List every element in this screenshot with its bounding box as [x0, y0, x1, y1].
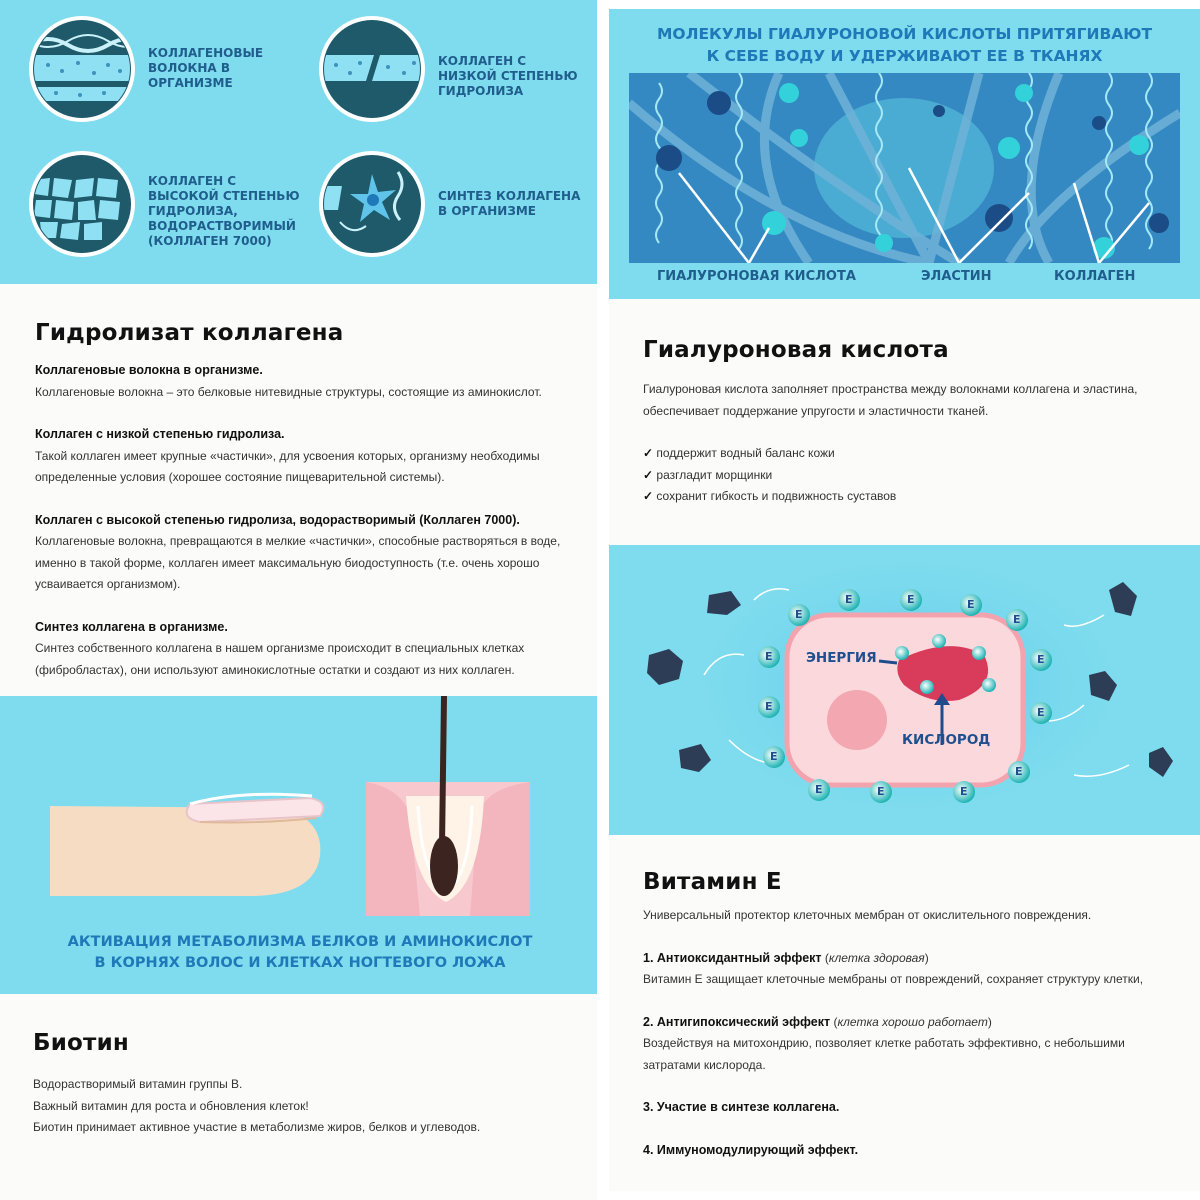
- collagen-s2-head: Коллаген с низкой степенью гидролиза.: [35, 427, 285, 441]
- e-letter: E: [877, 785, 885, 798]
- collagen-s2-body: Такой коллаген имеет крупные «частички», для усвоения которых, организму необходимы определенные условия (хорошее состояние пищеварительной системы).: [35, 448, 540, 484]
- hyaluron-body: Гиалуроновая кислота заполняет пространства между волокнами коллагена и эластина, обеспечивает поддержание упругости и эластичности тканей.: [643, 382, 1138, 418]
- label-elastin: ЭЛАСТИН: [921, 269, 992, 284]
- vitamin-p1-head: 1. Антиоксидантный эффект: [643, 950, 822, 965]
- label-collagen: КОЛЛАГЕН: [1054, 269, 1136, 284]
- hyaluron-text-section: [609, 299, 1200, 545]
- biotin-title: Биотин: [33, 1030, 129, 1056]
- vitamin-p4-head: 4. Иммуномодулирующий эффект.: [643, 1142, 859, 1157]
- vitamin-p1-body: Витамин Е защищает клеточные мембраны от повреждений, сохраняет структуру клетки,: [643, 972, 1144, 986]
- collagen-s4-head: Синтез коллагена в организме.: [35, 619, 228, 634]
- collagen-illustration-panel: [0, 0, 597, 284]
- e-letter: E: [1013, 613, 1021, 626]
- e-letter: E: [1037, 706, 1045, 719]
- collagen-caption-4: СИНТЕЗ КОЛЛАГЕНА В ОРГАНИЗМЕ: [438, 189, 581, 218]
- hyaluron-title: Гиалуроновая кислота: [643, 337, 949, 363]
- collagen-s1-head: Коллагеновые волокна в организме.: [35, 363, 263, 377]
- e-letter: E: [1037, 653, 1045, 666]
- collagen-caption-3: КОЛЛАГЕН С ВЫСОКОЙ СТЕПЕНЬЮ ГИДРОЛИЗА, ВОДОРАСТВОРИМЫЙ (КОЛЛАГЕН 7000): [148, 174, 300, 248]
- vitamin-e-body: Универсальный протектор клеточных мембран от окислительного повреждения. 1. Антиоксидантный эффект (клетка здоровая) Витамин Е защищает клеточные мембраны от повреждений, сохраняет структуру клетки, 2. Антигипоксический эффект (клетка хорошо работает) Воздействуя на митохондрию, позволяет клетке работать эффективно, с небольшими затратами кислорода. 3. Участие в синтезе коллагена. 4. Иммуномодулирующий эффект.: [643, 905, 1183, 1161]
- collagen-text-section: [0, 284, 597, 696]
- collagen-s3-body: Коллагеновые волокна, превращаются в мелкие «частички», способные растворяться в воде, именно в такой форме, коллаген имеет максимальную биодоступность (т.е. очень хорошо усваивается организмом).: [35, 534, 561, 591]
- collagen-title: Гидролизат коллагена: [35, 320, 344, 346]
- vitamin-p1-note: клетка здоровая: [828, 950, 925, 965]
- biotin-line2: Важный витамин для роста и обновления клеток!: [33, 1098, 309, 1113]
- e-letter: E: [765, 700, 773, 713]
- e-letter: E: [967, 598, 975, 611]
- collagen-s1-body: Коллагеновые волокна – это белковые нитевидные структуры, состоящие из аминокислот.: [35, 384, 542, 399]
- vitamin-e-title: Витамин Е: [643, 869, 782, 895]
- hair-caption-line1: АКТИВАЦИЯ МЕТАБОЛИЗМА БЕЛКОВ И АМИНОКИСЛОТ: [67, 934, 533, 950]
- e-letter: E: [770, 750, 778, 763]
- collagen-s4-body: Синтез собственного коллагена в нашем организме происходит в специальных клетках (фибробластах), они используют аминокислотные остатки и создают из них коллаген.: [35, 641, 525, 677]
- biotin-line3: Биотин принимает активное участие в метаболизме жиров, белков и углеводов.: [33, 1120, 481, 1134]
- hyaluron-heading: [609, 23, 1200, 67]
- label-oxygen: КИСЛОРОД: [902, 732, 991, 748]
- high-hydrolysis-icon: [28, 150, 136, 258]
- e-letter: E: [960, 785, 968, 798]
- vitamin-p2-body: Воздействуя на митохондрию, позволяет клетке работать эффективно, с небольшими затратами кислорода.: [643, 1036, 1125, 1072]
- finger-nail-icon: [40, 766, 340, 896]
- vitamin-e-text-section: [609, 835, 1200, 1191]
- vitamin-p2-note: клетка хорошо работает: [837, 1014, 988, 1029]
- collagen-caption-2: КОЛЛАГЕН С НИЗКОЙ СТЕПЕНЬЮ ГИДРОЛИЗА: [438, 54, 578, 98]
- e-letter: E: [1015, 765, 1023, 778]
- biotin-body: [33, 1074, 573, 1139]
- hair-caption: [40, 932, 560, 974]
- low-hydrolysis-icon: [318, 15, 426, 123]
- collagen-fibers-icon: [28, 15, 136, 123]
- e-letter: E: [845, 593, 853, 606]
- hyaluron-heading-line1: МОЛЕКУЛЫ ГИАЛУРОНОВОЙ КИСЛОТЫ ПРИТЯГИВАЮТ: [656, 25, 1153, 43]
- e-letter: E: [907, 593, 915, 606]
- check-item: ✓ сохранит гибкость и подвижность суставов: [643, 486, 1163, 508]
- collagen-synthesis-icon: [318, 150, 426, 258]
- vitamin-e-intro: Универсальный протектор клеточных мембран от окислительного повреждения.: [643, 908, 1092, 922]
- e-letter: E: [795, 608, 803, 621]
- hyaluron-matrix-icon: [629, 73, 1180, 263]
- hair-nail-panel: [0, 696, 597, 994]
- label-energy: ЭНЕРГИЯ: [806, 650, 877, 666]
- vitamin-p2-head: 2. Антигипоксический эффект: [643, 1014, 831, 1029]
- label-hyaluronic: ГИАЛУРОНОВАЯ КИСЛОТА: [657, 269, 856, 284]
- hyaluron-checklist: [643, 443, 1163, 508]
- biotin-line1: Водорастворимый витамин группы B.: [33, 1077, 243, 1091]
- hair-caption-line2: В КОРНЯХ ВОЛОС И КЛЕТКАХ НОГТЕВОГО ЛОЖА: [94, 955, 506, 971]
- vitamin-p3-head: 3. Участие в синтезе коллагена.: [643, 1100, 840, 1114]
- e-letter: E: [815, 783, 823, 796]
- collagen-body: [35, 360, 575, 681]
- collagen-s3-head: Коллаген с высокой степенью гидролиза, водорастворимый (Коллаген 7000).: [35, 512, 520, 527]
- hair-follicle-icon: [360, 696, 530, 916]
- check-item: ✓ поддержит водный баланс кожи: [643, 443, 1163, 465]
- collagen-caption-1: КОЛЛАГЕНОВЫЕ ВОЛОКНА В ОРГАНИЗМЕ: [148, 46, 264, 90]
- hyaluron-illustration-panel: [609, 9, 1200, 299]
- e-badge-letters: [609, 545, 1200, 835]
- vitamin-e-illustration-panel: [609, 545, 1200, 835]
- hyaluron-heading-line2: К СЕБЕ ВОДУ И УДЕРЖИВАЮТ ЕЕ В ТКАНЯХ: [706, 47, 1103, 65]
- e-letter: E: [765, 650, 773, 663]
- biotin-text-section: [0, 994, 597, 1200]
- check-item: ✓ разгладит морщинки: [643, 465, 1163, 487]
